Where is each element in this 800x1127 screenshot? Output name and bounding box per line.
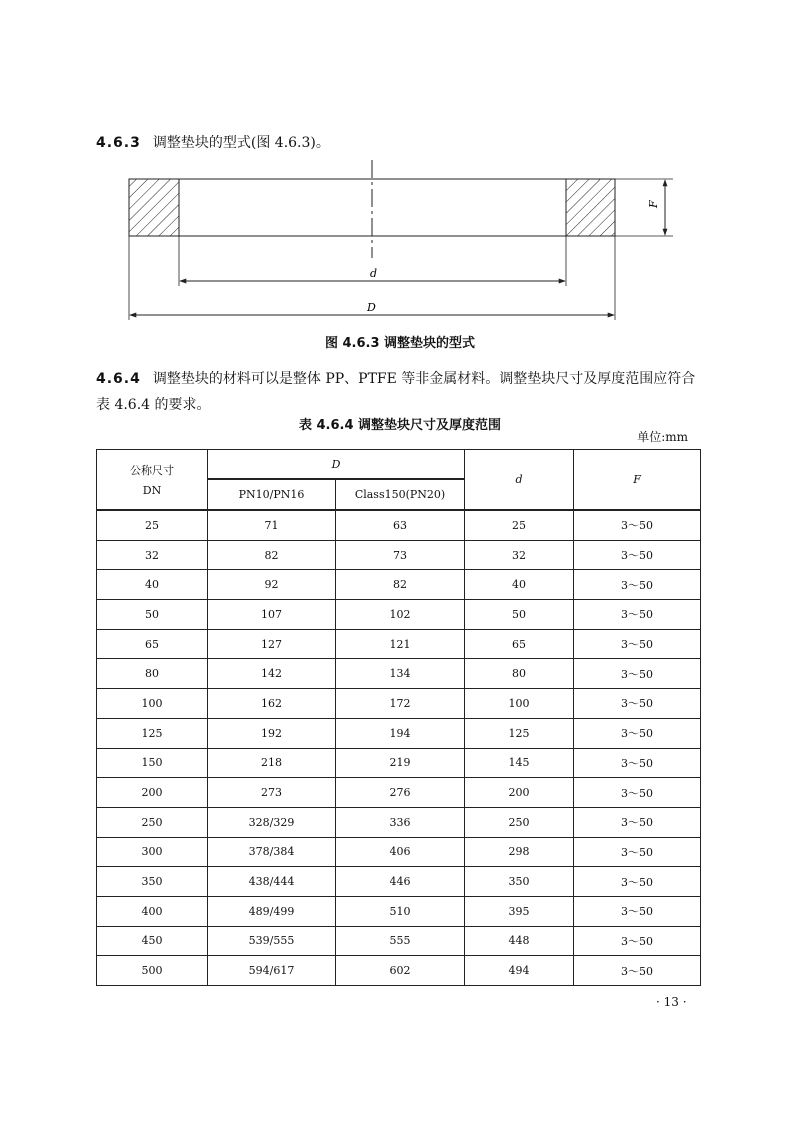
cell-class150: 194 (336, 718, 465, 748)
cell-pn: 594/617 (208, 956, 336, 986)
page-number: · 13 · (656, 995, 687, 1009)
cell-d: 250 (465, 807, 574, 837)
cell-dn: 250 (97, 807, 208, 837)
table-row (97, 867, 701, 897)
cell-pn: 192 (208, 718, 336, 748)
clause-number: 4.6.4 (96, 371, 141, 387)
cell-pn: 539/555 (208, 926, 336, 956)
cell-d: 298 (465, 837, 574, 867)
table-row (97, 659, 701, 689)
cell-f: 3～50 (574, 510, 701, 540)
hatched-section-left (129, 179, 179, 236)
cell-dn: 350 (97, 867, 208, 897)
cell-pn: 438/444 (208, 867, 336, 897)
cell-f: 3～50 (574, 659, 701, 689)
cell-class150: 555 (336, 926, 465, 956)
figure-caption: 图 4.6.3 调整垫块的型式 (324, 336, 476, 351)
cell-dn: 125 (97, 718, 208, 748)
cell-class150: 82 (336, 570, 465, 600)
cell-dn: 500 (97, 956, 208, 986)
cell-dn: 50 (97, 600, 208, 630)
cell-f: 3～50 (574, 689, 701, 719)
cell-d: 125 (465, 718, 574, 748)
cell-pn: 107 (208, 600, 336, 630)
table-row (97, 748, 701, 778)
header-pn: PN10/PN16 (208, 479, 336, 510)
cell-d: 40 (465, 570, 574, 600)
cell-d: 448 (465, 926, 574, 956)
header-dn (97, 450, 208, 511)
cell-pn: 328/329 (208, 807, 336, 837)
cell-class150: 121 (336, 629, 465, 659)
cell-dn: 450 (97, 926, 208, 956)
label-D: D (367, 301, 376, 314)
cell-class150: 602 (336, 956, 465, 986)
cell-d: 80 (465, 659, 574, 689)
header-dn-line1: 公称尺寸 (130, 464, 174, 477)
cell-class150: 510 (336, 896, 465, 926)
cell-f: 3～50 (574, 896, 701, 926)
table-row (97, 570, 701, 600)
label-d: d (370, 267, 378, 280)
table-row (97, 807, 701, 837)
cell-f: 3～50 (574, 956, 701, 986)
label-f: F (647, 200, 660, 208)
cell-dn: 100 (97, 689, 208, 719)
table-row (97, 956, 701, 986)
cell-pn: 273 (208, 778, 336, 808)
table-row (97, 629, 701, 659)
header-D: D (208, 450, 465, 480)
cell-f: 3～50 (574, 748, 701, 778)
table-row (97, 600, 701, 630)
cell-dn: 150 (97, 748, 208, 778)
table-row (97, 837, 701, 867)
cell-f: 3～50 (574, 807, 701, 837)
table-row (97, 540, 701, 570)
header-d: d (465, 450, 574, 511)
cell-d: 494 (465, 956, 574, 986)
cell-f: 3～50 (574, 540, 701, 570)
table-unit: 单位:mm (637, 430, 688, 444)
cell-dn: 40 (97, 570, 208, 600)
cell-d: 50 (465, 600, 574, 630)
hatched-section-right (566, 179, 615, 236)
cell-d: 100 (465, 689, 574, 719)
cell-f: 3～50 (574, 837, 701, 867)
cell-class150: 172 (336, 689, 465, 719)
cell-class150: 63 (336, 510, 465, 540)
cell-pn: 142 (208, 659, 336, 689)
cell-class150: 73 (336, 540, 465, 570)
cell-dn: 65 (97, 629, 208, 659)
cell-f: 3～50 (574, 778, 701, 808)
cell-class150: 336 (336, 807, 465, 837)
cell-d: 25 (465, 510, 574, 540)
table-row (97, 926, 701, 956)
cell-f: 3～50 (574, 629, 701, 659)
cell-dn: 32 (97, 540, 208, 570)
cell-d: 145 (465, 748, 574, 778)
cell-f: 3～50 (574, 926, 701, 956)
cell-class150: 276 (336, 778, 465, 808)
cell-d: 65 (465, 629, 574, 659)
header-dn-line2: DN (142, 484, 162, 497)
cell-class150: 406 (336, 837, 465, 867)
spacer-drawing (120, 150, 680, 322)
table-row (97, 718, 701, 748)
cell-pn: 92 (208, 570, 336, 600)
cell-pn: 489/499 (208, 896, 336, 926)
table-body (97, 510, 701, 986)
cell-dn: 25 (97, 510, 208, 540)
cell-d: 350 (465, 867, 574, 897)
clause-text: 调整垫块的材料可以是整体 PP、PTFE 等非金属材料。调整垫块尺寸及厚度范围应符合表 4.6.4 的要求。 (96, 371, 696, 413)
cell-f: 3～50 (574, 718, 701, 748)
cell-dn: 80 (97, 659, 208, 689)
cell-pn: 162 (208, 689, 336, 719)
cell-d: 200 (465, 778, 574, 808)
cell-dn: 400 (97, 896, 208, 926)
header-F: F (574, 450, 701, 511)
spacer-dimension-table (96, 449, 701, 986)
clause-4-6-4 (96, 366, 706, 418)
cell-f: 3～50 (574, 600, 701, 630)
cell-class150: 134 (336, 659, 465, 689)
cell-f: 3～50 (574, 570, 701, 600)
table-row (97, 510, 701, 540)
clause-text: 调整垫块的型式(图 4.6.3)。 (152, 135, 330, 151)
cell-pn: 127 (208, 629, 336, 659)
cell-dn: 200 (97, 778, 208, 808)
table-row (97, 689, 701, 719)
cell-class150: 102 (336, 600, 465, 630)
header-class150: Class150(PN20) (336, 479, 465, 510)
table-row (97, 778, 701, 808)
cell-dn: 300 (97, 837, 208, 867)
cell-pn: 218 (208, 748, 336, 778)
cell-d: 32 (465, 540, 574, 570)
table-title: 表 4.6.4 调整垫块尺寸及厚度范围 (298, 418, 502, 433)
clause-number: 4.6.3 (96, 135, 141, 151)
cell-class150: 219 (336, 748, 465, 778)
cell-class150: 446 (336, 867, 465, 897)
cell-pn: 71 (208, 510, 336, 540)
cell-pn: 378/384 (208, 837, 336, 867)
table-row (97, 896, 701, 926)
cell-pn: 82 (208, 540, 336, 570)
cell-f: 3～50 (574, 867, 701, 897)
cell-d: 395 (465, 896, 574, 926)
